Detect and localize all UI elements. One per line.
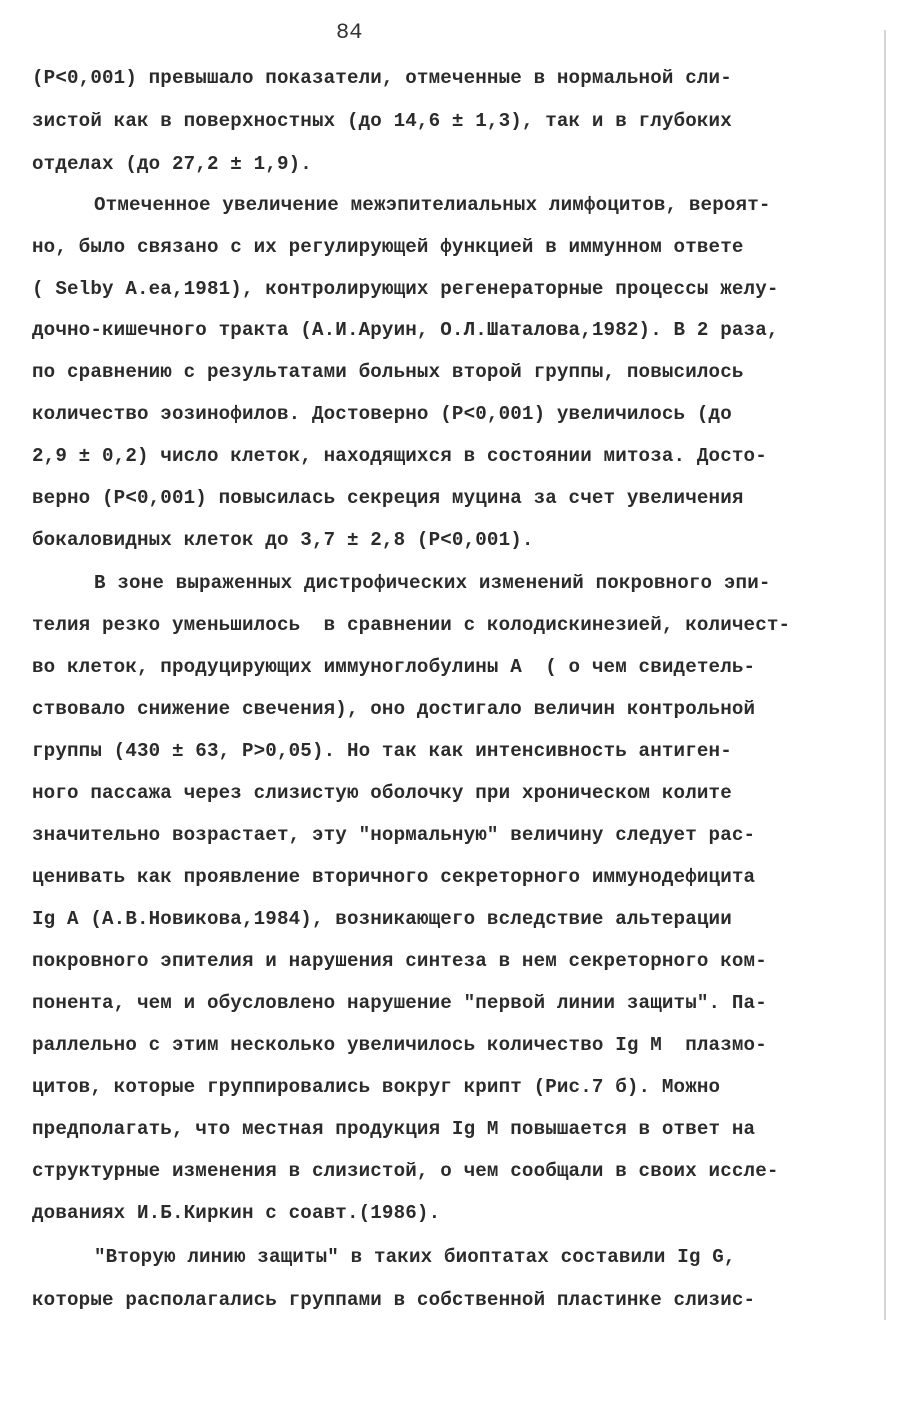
text-line: группы (430 ± 63, Р>0,05). Но так как интенсивность антиген- (32, 740, 732, 762)
text-line: во клеток, продуцирующих иммуноглобулины А ( о чем свидетель- (32, 656, 756, 678)
text-line: ствовало снижение свечения), оно достигало величин контрольной (32, 698, 756, 720)
paragraph-first-line: В зоне выраженных дистрофических изменений покровного эпи- (94, 572, 771, 594)
text-line-with-handwritten-citation (32, 274, 779, 304)
text-line: дочно-кишечного тракта (А.И.Аруин, О.Л.Шаталова,1982). В 2 раза, (32, 319, 779, 341)
text-line: которые располагались группами в собственной пластинке слизис- (32, 1289, 756, 1311)
text-line: значительно возрастает, эту "нормальную" величину следует рас- (32, 824, 756, 846)
text-line: цитов, которые группировались вокруг крипт (Рис.7 б). Можно (32, 1076, 721, 1098)
page-number: 84 (336, 20, 363, 45)
text-line: дованиях И.Б.Киркин с соавт.(1986). (32, 1202, 441, 1224)
text-line: (Р<0,001) превышало показатели, отмеченные в нормальной сли- (32, 67, 732, 89)
text-line: структурные изменения в слизистой, о чем сообщали в своих иссле- (32, 1160, 779, 1182)
text-line: ного пассажа через слизистую оболочку при хроническом колите (32, 782, 732, 804)
text-line: ценивать как проявление вторичного секреторного иммунодефицита (32, 866, 756, 888)
text-line: покровного эпителия и нарушения синтеза в нем секреторного ком- (32, 950, 767, 972)
text-line: предполагать, что местная продукция Ig М повышается в ответ на (32, 1118, 756, 1140)
paragraph-first-line: "Вторую линию защиты" в таких биоптатах составили Ig G, (94, 1246, 736, 1268)
text-line: количество эозинофилов. Достоверно (Р<0,001) увеличилось (до (32, 403, 732, 425)
text-line: Ig А (А.В.Новикова,1984), возникающего вследствие альтерации (32, 908, 732, 930)
text-line: но, было связано с их регулирующей функцией в иммунном ответе (32, 236, 744, 258)
text-line: зистой как в поверхностных (до 14,6 ± 1,3), так и в глубоких (32, 110, 732, 132)
text-line: ( Selby A.ea,1981), контролирующих регенераторные процессы желу- (32, 278, 779, 300)
text-line: отделах (до 27,2 ± 1,9). (32, 153, 312, 175)
text-line: по сравнению с результатами больных второй группы, повысилось (32, 361, 744, 383)
text-line: верно (Р<0,001) повысилась секреция муцина за счет увеличения (32, 487, 744, 509)
text-line: бокаловидных клеток до 3,7 ± 2,8 (Р<0,001). (32, 529, 534, 551)
text-line: 2,9 ± 0,2) число клеток, находящихся в состоянии митоза. Досто- (32, 445, 767, 467)
text-line: телия резко уменьшилось в сравнении с колодискинезией, количест- (32, 614, 791, 636)
text-line: понента, чем и обусловлено нарушение "первой линии защиты". Па- (32, 992, 767, 1014)
text-line: раллельно с этим несколько увеличилось количество Ig М плазмо- (32, 1034, 767, 1056)
paragraph-first-line: Отмеченное увеличение межэпителиальных лимфоцитов, вероят- (94, 194, 771, 216)
margin-rule (884, 30, 886, 1320)
